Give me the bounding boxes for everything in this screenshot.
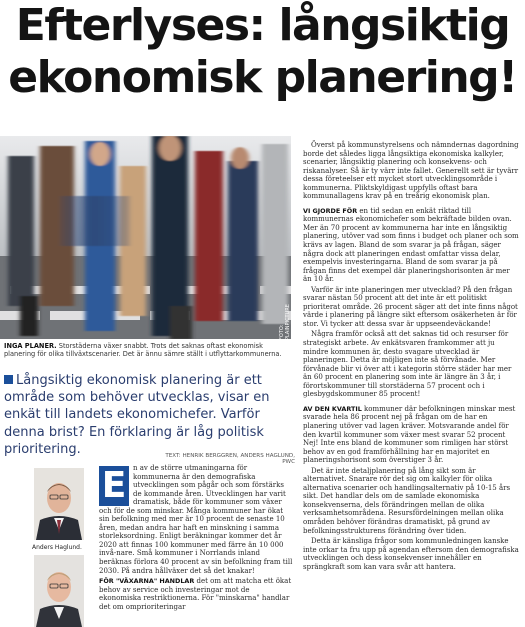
paragraph-heading: AV DEN KVARTIL xyxy=(303,404,362,413)
headline-line-1: Efterlyses: långsiktig xyxy=(15,0,510,51)
portrait-anders-haglund xyxy=(34,468,84,540)
paragraph: Detta är känsliga frågor som kommunledningen kanske inte orkar ta fru upp på agendan eftersom den demografiska utvecklingen och dess konsekvenser innehåller en sprängkraft som kan vara svår att hantera. xyxy=(303,537,519,571)
paragraph: Varför är inte planeringen mer utvecklad? På den frågan svarar nästan 50 procent att det inte är ett politiskt prioriterat område. 26 procent säger att det inte finns något värde i planering på längre sikt eftersom osäkerheten är för stor. Vi tycker att dessa svar är uppseendeväckande! xyxy=(303,285,518,328)
lead-paragraph xyxy=(4,372,290,458)
paragraph-text: kommuner där befolkningen minskar mest svarade hela 86 procent nej på frågan om de har en planering utöver vad lagen kräver. Motsvarande andel för den kvartil kommuner som växer mest svarar 52 procent Nej! Inte ens bland de kommuner som rimligen har störst behov av en god framförhållning har en majoritet en planeringshorisont som överstiger 3 år. xyxy=(303,404,516,465)
paragraph-heading: FÖR "VÄXARNA" HANDLAR xyxy=(99,577,195,586)
portrait-henrik-berggren xyxy=(34,555,84,627)
article-column-left xyxy=(99,464,293,613)
blue-square-bullet-icon xyxy=(4,375,13,384)
photo-credit: FOTO: PLAINPICTURE xyxy=(279,304,291,340)
portrait-label-top: Anders Haglund. xyxy=(32,544,82,551)
paragraph-heading: VI GJORDE FÖR xyxy=(303,206,358,215)
opening-text: n av de större utmaningarna för kommunerna är den demografiska utvecklingen som pågår och som förstärks de kommande åren. Utvecklingen har varit dramatisk, både för kommuner som växer och för de som minskar. Många kommuner har ökat sin befolkning med mer är 10 procent de senaste 10 åren, medan andra har haft en minskning i samma storleksordning. Enligt beräkningar kommer det år 2020 att finnas 100 kommuner med färre än 10 000 invå-nare. Små kommuner i Norrlands inland beräknas förlora 40 procent av sin befolkning fram till 2030. På andra hållväxer det så det knakar! xyxy=(99,464,293,575)
paragraph-text: det om att matcha ett ökat behov av service och investeringar mot de ekonomiska restriktionerna. För "minskarna" handlar det om omprioriteringar xyxy=(99,577,292,611)
street-crowd-photo xyxy=(0,136,291,339)
headline-line-2: ekonomisk planering! xyxy=(8,52,517,103)
opening-paragraph xyxy=(99,464,293,575)
paragraph: Överst på kommunstyrelsens och nämndernas dagordning borde det således ligga långsiktiga ekonomiska kalkyler, scenarier, långsiktig planering och konsekvens- och riskanalyser. Så är ty värr inte fallet. Generellt sett är tyvärr dessa företeelser ett mycket stort utvecklingsområde i kommunerna. Pliktskyldigast uppfylls oftast bara kommunallagens krav på en treårig ekonomisk plan. xyxy=(303,141,519,201)
lead-text: Långsiktig ekonomisk planering är ett område som behöver utvecklas, visar en enkät till landets ekonomichefer. Varför denna brist? En förklaring är låg politisk prioritering. xyxy=(4,373,270,457)
article-column-right xyxy=(303,141,520,573)
article-headline xyxy=(0,0,525,104)
paragraph xyxy=(99,577,293,611)
caption-text: Storstäderna växer snabbt. Trots det saknas oftast ekonomisk planering för olika tillväxtscenarier. Det är ännu sämre ställt i utflyttarkommunerna. xyxy=(4,342,282,359)
paragraph: Några framför också att det saknas tid och resurser för strategiskt arbete. Av enkätsvaren framkommer att ju mindre kommunen är, desto svagare utvecklad är planeringen. Detta är möjligen inte så förvånade. Mer förvånade blir vi över att i kategorin större städer har mer än 60 procent en planering som inte är längre än 3 år, i förortskommuner till storstäderna 57 procent och i glesbygdskommuner 85 procent! xyxy=(303,330,512,399)
paragraph xyxy=(303,207,520,284)
paragraph: Det är inte detaljplanering på lång sikt som är alternativet. Snarare rör det sig om kalkyler för olika alternativa scenarier och handlingsalternativ på 10-15 års sikt. Det handlar dels om de samlade ekonomiska konsekvenserna, dels förändringen mellan de olika verksamhetsområdena. Resursfördelningen mellan olika områden behöver förändras dramatiskt, på grund av befolkningsstrukturens förändring över tiden. xyxy=(303,466,511,535)
paragraph xyxy=(303,405,520,465)
drop-cap: E xyxy=(99,466,129,506)
paragraph-text: en tid sedan en enkät riktad till kommunernas ekonomichefer som bekräftade bilden ovan. Mer än 70 procent av kommunerna har inte en långsiktig planering, utöver vad som finns i budget och planer och som krävs av lagen. Bland de som svarar ja på frågan, säger några dock att planeringen endast omfattar vissa delar, exempelvis investeringarna. Bland de som svarar ja på frågan finns det exempel där planeringshorisonten är mer än 10 år. xyxy=(303,206,519,284)
byline: TEXT: HENRIK BERGGREN, ANDERS HAGLUND, PWC xyxy=(165,453,295,465)
photo-caption xyxy=(4,342,290,359)
caption-label: INGA PLANER. xyxy=(4,342,57,350)
